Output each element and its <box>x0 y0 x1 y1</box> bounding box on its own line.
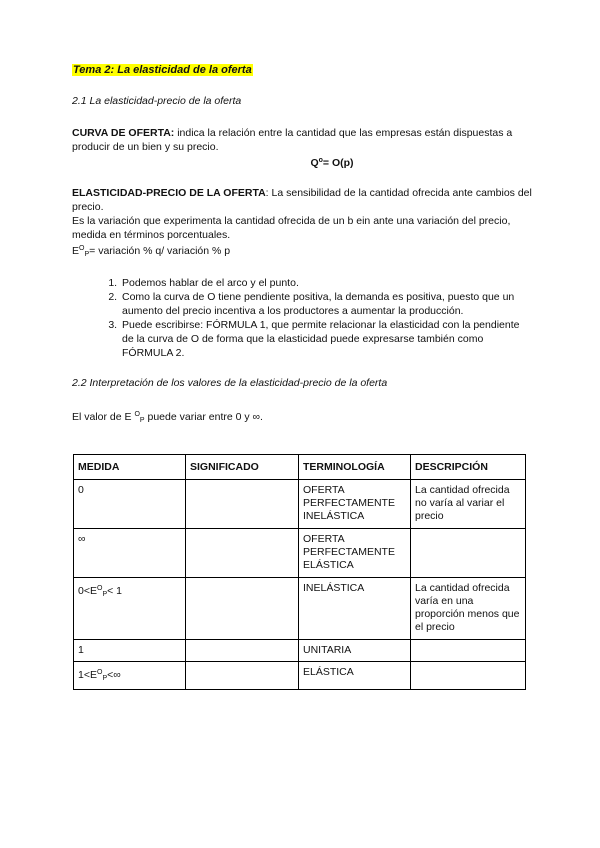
cell-terminologia: OFERTA PERFECTAMENTE ELÁSTICA <box>299 529 411 578</box>
elasticity-table <box>73 454 526 690</box>
cell-medida <box>74 578 186 640</box>
medida-pre: 1<E <box>78 669 97 681</box>
elasticidad-paragraph-2: Es la variación que experimenta la cantidad ofrecida de un b ein ante una variación del precio, medida en términos porcentuales. <box>72 215 511 241</box>
cell-medida: 1 <box>74 640 186 662</box>
cell-medida: 0 <box>74 480 186 529</box>
header-significado: SIGNIFICADO <box>186 455 299 480</box>
range-post: puede variar entre 0 y ∞. <box>144 411 263 423</box>
elasticidad-text: : La sensibilidad de la cantidad ofrecida ante cambios del precio. <box>72 187 532 213</box>
medida-sup: O <box>96 669 103 676</box>
cell-terminologia: INELÁSTICA <box>299 578 411 640</box>
elasticidad-label: ELASTICIDAD-PRECIO DE LA OFERTA <box>72 187 266 199</box>
medida-sub: P <box>102 591 108 598</box>
formula-rest: = O(p) <box>322 157 354 169</box>
formula-sup: o <box>318 157 323 164</box>
medida-sup: O <box>96 585 103 592</box>
document-page <box>72 64 532 690</box>
cell-significado <box>186 529 299 578</box>
curva-paragraph <box>72 126 532 154</box>
cell-significado <box>186 578 299 640</box>
elasticidad-definition <box>72 242 532 262</box>
cell-descripcion <box>411 640 526 662</box>
def-e: E <box>72 245 80 257</box>
list-item: 2. Como la curva de O tiene pendiente positiva, la demanda es positiva, puesto que un aumento del precio incentiva a los productores a aumentar la producción. <box>120 290 532 318</box>
table-row <box>74 480 526 529</box>
cell-terminologia: ELÁSTICA <box>299 662 411 690</box>
cell-significado <box>186 640 299 662</box>
formula-q: Q <box>310 157 319 169</box>
table-header-row <box>74 455 526 480</box>
cell-terminologia: OFERTA PERFECTAMENTE INELÁSTICA <box>299 480 411 529</box>
medida-sub: P <box>102 675 108 682</box>
medida-pre: 0<E <box>78 585 97 597</box>
cell-medida: ∞ <box>74 529 186 578</box>
title-line <box>72 64 532 76</box>
cell-descripcion <box>411 662 526 690</box>
header-descripcion: DESCRIPCIÓN <box>411 455 526 480</box>
header-medida: MEDIDA <box>74 455 186 480</box>
section-1-heading: 2.1 La elasticidad-precio de la oferta <box>72 95 242 107</box>
cell-descripcion: La cantidad ofrecida no varía al variar el precio <box>411 480 526 529</box>
range-sup: O <box>134 411 140 418</box>
table-row <box>74 529 526 578</box>
supply-formula <box>72 154 532 170</box>
header-terminologia: TERMINOLOGÍA <box>299 455 411 480</box>
numbered-list <box>72 276 532 360</box>
range-pre: El valor de E <box>72 411 135 423</box>
medida-post: <∞ <box>107 669 121 681</box>
cell-terminologia: UNITARIA <box>299 640 411 662</box>
table-row <box>74 662 526 690</box>
doc-title: Tema 2: La elasticidad de la oferta <box>73 64 252 76</box>
section-2-heading: 2.2 Interpretación de los valores de la elasticidad-precio de la oferta <box>72 377 388 389</box>
curva-text: indica la relación entre la cantidad que las empresas están dispuestas a producir de un bien y su precio. <box>72 127 513 153</box>
range-sentence <box>72 408 532 428</box>
range-sub: P <box>139 417 145 424</box>
cell-significado <box>186 662 299 690</box>
cell-medida <box>74 662 186 690</box>
def-rest: = variación % q/ variación % p <box>89 245 231 257</box>
table-row <box>74 578 526 640</box>
cell-significado <box>186 480 299 529</box>
list-item: 1. Podemos hablar de el arco y el punto. <box>120 276 532 290</box>
def-sub: P <box>84 251 90 258</box>
elasticidad-paragraph <box>72 186 532 214</box>
table-row <box>74 640 526 662</box>
def-sup: O <box>79 245 85 252</box>
cell-descripcion <box>411 529 526 578</box>
cell-descripcion: La cantidad ofrecida varía en una proporción menos que el precio <box>411 578 526 640</box>
curva-label: CURVA DE OFERTA: <box>72 127 175 139</box>
medida-post: < 1 <box>107 585 122 597</box>
list-item: 3. Puede escribirse: FÓRMULA 1, que permite relacionar la elasticidad con la pendiente de la curva de O de forma que la elasticidad puede expresarse también como FÓRMULA 2. <box>120 318 532 360</box>
